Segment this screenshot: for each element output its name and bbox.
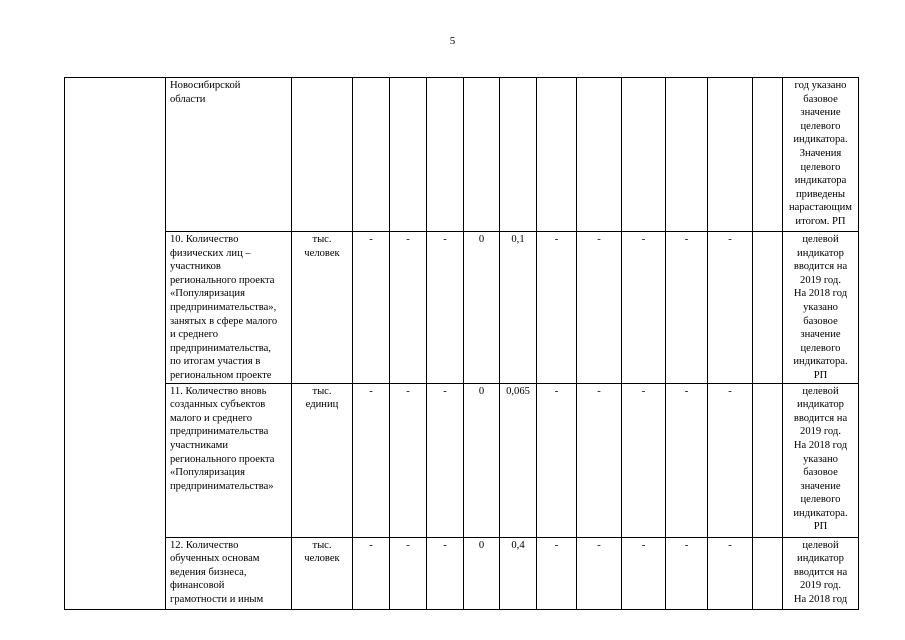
cell-text-line: РП (813, 369, 828, 381)
cell-text-line: 11. Количество вновь (170, 385, 267, 397)
cell-text-line: На 2018 год (793, 593, 848, 605)
value-cell: - (577, 537, 622, 609)
cell-text-line: занятых в сфере малого (170, 315, 278, 327)
cell-text-line: обученных основам (170, 553, 260, 565)
value-cell: - (577, 232, 622, 384)
value-cell (390, 78, 427, 232)
cell-text-line: год указано (794, 80, 847, 91)
table-row (65, 383, 859, 537)
table-row (65, 537, 859, 609)
cell-text-line: целевого (800, 494, 841, 506)
value-cell: - (427, 383, 464, 537)
value-cell: - (708, 232, 753, 384)
value-cell: - (708, 537, 753, 609)
cell-text-line: указано (803, 301, 838, 313)
cell-text-line: базовое (803, 467, 838, 479)
value-cell: 0 (464, 232, 500, 384)
cell-text-line: значение (800, 480, 841, 492)
value-cell (537, 78, 577, 232)
indicator-name-cell (166, 383, 292, 537)
value-cell: - (622, 383, 666, 537)
cell-text-line: тыс. (312, 234, 332, 245)
cell-text-line: 10. Количество (170, 234, 239, 245)
cell-text-line: вводится на (793, 261, 848, 273)
cell-text-line: целевой (802, 385, 839, 397)
section-cell (65, 78, 166, 610)
value-cell: - (622, 537, 666, 609)
value-cell: - (537, 232, 577, 384)
value-cell: - (622, 232, 666, 384)
cell-text-line: «Популяризация (170, 288, 245, 300)
note-cell (783, 78, 859, 232)
cell-text-line: индикатора. (793, 134, 848, 146)
indicator-name-cell (166, 78, 292, 232)
cell-text-line: нарастающим (789, 202, 852, 214)
cell-text-line: индикатора. (793, 356, 848, 368)
page-number: 5 (449, 35, 456, 47)
cell-text-line: созданных субъектов (170, 399, 266, 411)
cell-text-line: индикатор (797, 247, 844, 259)
cell-text-line: приведены (795, 188, 846, 200)
cell-text-line: вводится на (793, 566, 848, 578)
value-cell: - (666, 383, 708, 537)
cell-text-line: Значения (799, 147, 842, 159)
cell-text-line: 2019 год. (800, 274, 841, 286)
cell-text-line: значение (800, 107, 841, 119)
cell-text-line: базовое (803, 93, 838, 105)
unit-cell (292, 383, 353, 537)
value-cell: - (666, 537, 708, 609)
cell-text-line: участников (170, 261, 221, 273)
value-cell: - (390, 232, 427, 384)
cell-text-line: указано (803, 453, 838, 465)
cell-text-line: человек (304, 247, 340, 259)
cell-text-line: индикатор (797, 399, 844, 411)
cell-text-line: грамотности и иным (170, 593, 264, 605)
value-cell: - (353, 383, 390, 537)
value-cell: - (353, 537, 390, 609)
value-cell: - (666, 232, 708, 384)
cell-text-line: предпринимательства, (170, 342, 271, 354)
cell-text-line: целевого (800, 161, 841, 173)
value-cell: - (537, 537, 577, 609)
value-cell (464, 78, 500, 232)
value-cell: - (537, 383, 577, 537)
cell-text-line: финансовой (170, 580, 225, 592)
cell-text-line: целевой (802, 234, 839, 245)
value-cell: - (427, 232, 464, 384)
value-cell: 0,1 (500, 232, 537, 384)
value-cell: - (353, 232, 390, 384)
cell-text-line: индикатора. (793, 507, 848, 519)
value-cell (622, 78, 666, 232)
cell-text-line: и среднего (170, 329, 219, 341)
cell-text-line: итогом. РП (795, 215, 846, 227)
cell-text-line: по итогам участия в (170, 356, 261, 368)
unit-cell (292, 537, 353, 609)
indicator-name-cell (166, 232, 292, 384)
value-cell: 0 (464, 383, 500, 537)
cell-text-line: индикатора (794, 175, 847, 187)
cell-text-line: тыс. (312, 539, 332, 551)
unit-cell (292, 78, 353, 232)
cell-text-line: значение (800, 329, 841, 341)
value-cell (753, 537, 783, 609)
value-cell (500, 78, 537, 232)
cell-text-line: вводится на (793, 412, 848, 424)
cell-text-line: регионального проекта (170, 453, 275, 465)
cell-text-line: малого и среднего (170, 412, 253, 424)
table-row (65, 232, 859, 384)
cell-text-line: На 2018 год (793, 439, 848, 451)
cell-text-line: предпринимательства», (170, 301, 277, 313)
cell-text-line: ведения бизнеса, (170, 566, 247, 578)
cell-text-line: предпринимательства (170, 426, 269, 438)
note-cell (783, 232, 859, 384)
note-cell (783, 537, 859, 609)
cell-text-line: «Популяризация (170, 467, 245, 479)
cell-text-line: целевого (800, 120, 841, 132)
value-cell (753, 78, 783, 232)
cell-text-line: индикатор (797, 553, 844, 565)
value-cell: - (390, 537, 427, 609)
cell-text-line: РП (813, 521, 828, 533)
value-cell (577, 78, 622, 232)
value-cell (666, 78, 708, 232)
value-cell: 0,4 (500, 537, 537, 609)
indicators-table (64, 77, 859, 610)
cell-text-line: человек (304, 553, 340, 565)
cell-text-line: 12. Количество (170, 539, 239, 551)
cell-text-line: региональном проекте (170, 369, 272, 381)
cell-text-line: 2019 год. (800, 426, 841, 438)
value-cell (753, 383, 783, 537)
note-cell (783, 383, 859, 537)
cell-text-line: Новосибирской (170, 80, 241, 91)
value-cell: - (427, 537, 464, 609)
cell-text-line: базовое (803, 315, 838, 327)
cell-text-line: целевой (802, 539, 839, 551)
unit-cell (292, 232, 353, 384)
cell-text-line: единиц (305, 399, 339, 411)
value-cell (353, 78, 390, 232)
cell-text-line: регионального проекта (170, 274, 275, 286)
cell-text-line: 2019 год. (800, 580, 841, 592)
cell-text-line: На 2018 год (793, 288, 848, 300)
cell-text-line: физических лиц – (170, 247, 251, 259)
value-cell (708, 78, 753, 232)
value-cell (753, 232, 783, 384)
indicator-name-cell (166, 537, 292, 609)
value-cell: - (708, 383, 753, 537)
cell-text-line: тыс. (312, 385, 332, 397)
value-cell: - (577, 383, 622, 537)
value-cell: 0 (464, 537, 500, 609)
value-cell: - (390, 383, 427, 537)
cell-text-line: области (170, 93, 206, 105)
cell-text-line: участниками (170, 439, 229, 451)
cell-text-line: целевого (800, 342, 841, 354)
value-cell (427, 78, 464, 232)
value-cell: 0,065 (500, 383, 537, 537)
cell-text-line: предпринимательства» (170, 480, 274, 492)
table-row (65, 78, 859, 232)
